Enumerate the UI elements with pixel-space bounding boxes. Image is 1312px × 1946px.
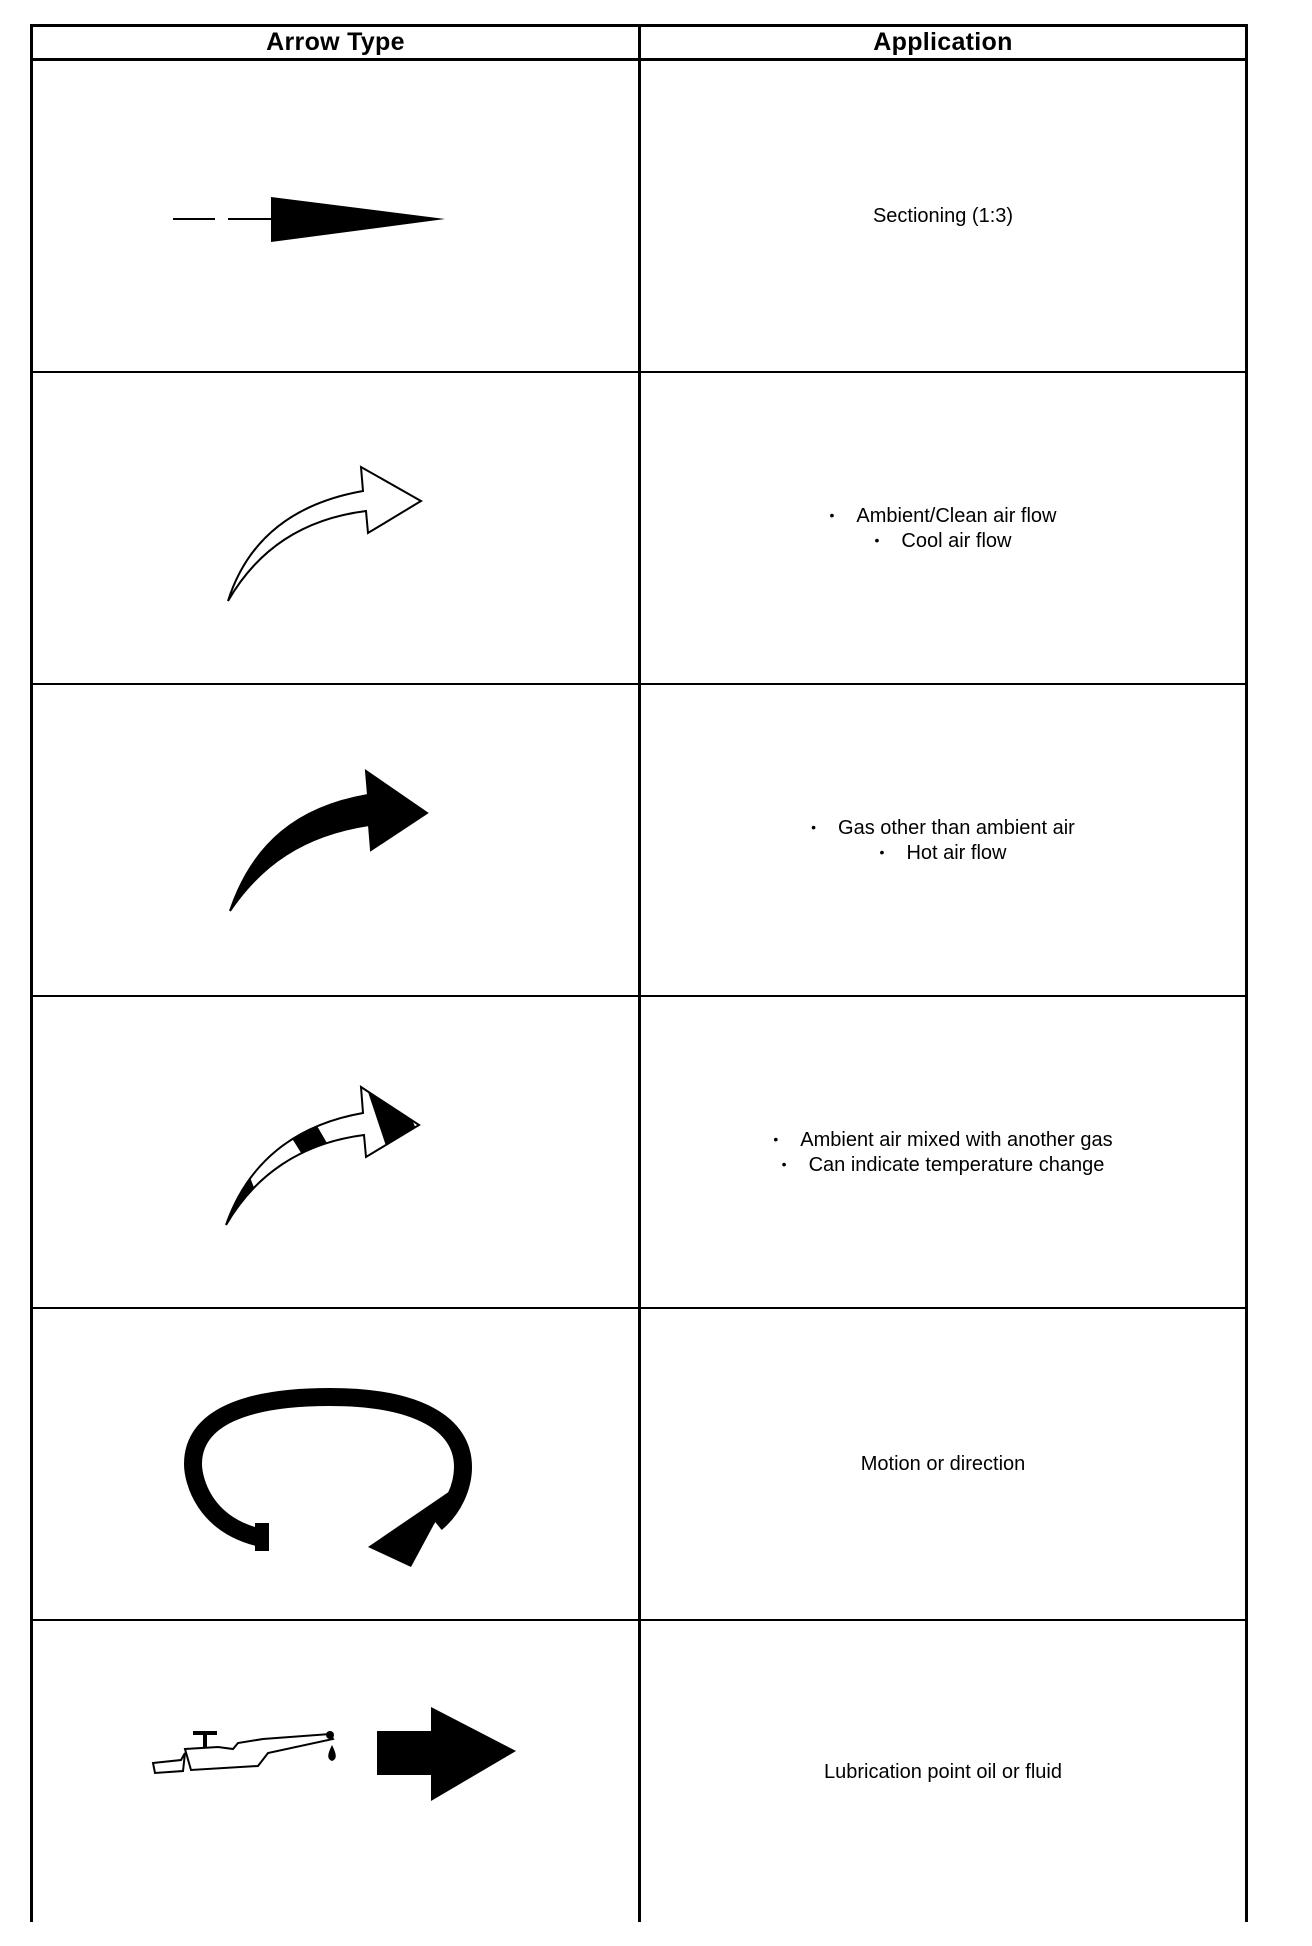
table-row	[30, 997, 1248, 1307]
application-bullet: • Can indicate temperature change	[781, 1154, 1105, 1176]
application-cell	[641, 685, 1245, 995]
table-row	[30, 1309, 1248, 1619]
application-cell	[641, 61, 1245, 371]
arrow-type-cell	[33, 685, 638, 995]
oil-can-arrow-icon	[33, 1621, 638, 1922]
arrow-type-cell	[33, 1621, 638, 1931]
circular-motion-arrow-icon	[33, 1309, 638, 1619]
bullet-icon: •	[874, 532, 880, 548]
application-bullet: • Gas other than ambient air	[811, 817, 1075, 839]
bullet-icon: •	[879, 844, 885, 860]
arrow-type-cell	[33, 61, 638, 371]
application-text: Motion or direction	[860, 1453, 1026, 1475]
arrow-type-cell	[33, 997, 638, 1307]
striped-curved-arrow-icon	[33, 997, 638, 1307]
column-header-arrow-type: Arrow Type	[266, 28, 405, 56]
table-row	[30, 685, 1248, 995]
arrow-types-table	[30, 24, 1248, 1922]
arrow-type-cell	[33, 373, 638, 683]
application-text: Sectioning (1:3)	[872, 205, 1014, 227]
application-bullet: • Cool air flow	[874, 530, 1012, 552]
outline-curved-arrow-icon	[33, 373, 638, 683]
bullet-icon: •	[781, 1156, 787, 1172]
table-row	[30, 373, 1248, 683]
application-cell	[641, 373, 1245, 683]
bullet-icon: •	[829, 507, 835, 523]
application-bullet: • Ambient air mixed with another gas	[773, 1129, 1113, 1151]
bullet-icon: •	[773, 1131, 779, 1147]
column-header-application: Application	[873, 28, 1013, 56]
arrow-type-cell	[33, 1309, 638, 1619]
solid-curved-arrow-icon	[33, 685, 638, 995]
application-cell	[641, 1621, 1245, 1922]
dashed-cone-arrow-icon	[33, 61, 638, 371]
application-bullet: • Hot air flow	[879, 842, 1007, 864]
application-text: Lubrication point oil or fluid	[824, 1760, 1062, 1783]
application-bullet: • Ambient/Clean air flow	[829, 505, 1057, 527]
bullet-icon: •	[811, 819, 817, 835]
table-row	[30, 1621, 1248, 1931]
application-cell	[641, 997, 1245, 1307]
table-row	[30, 61, 1248, 371]
application-cell	[641, 1309, 1245, 1619]
